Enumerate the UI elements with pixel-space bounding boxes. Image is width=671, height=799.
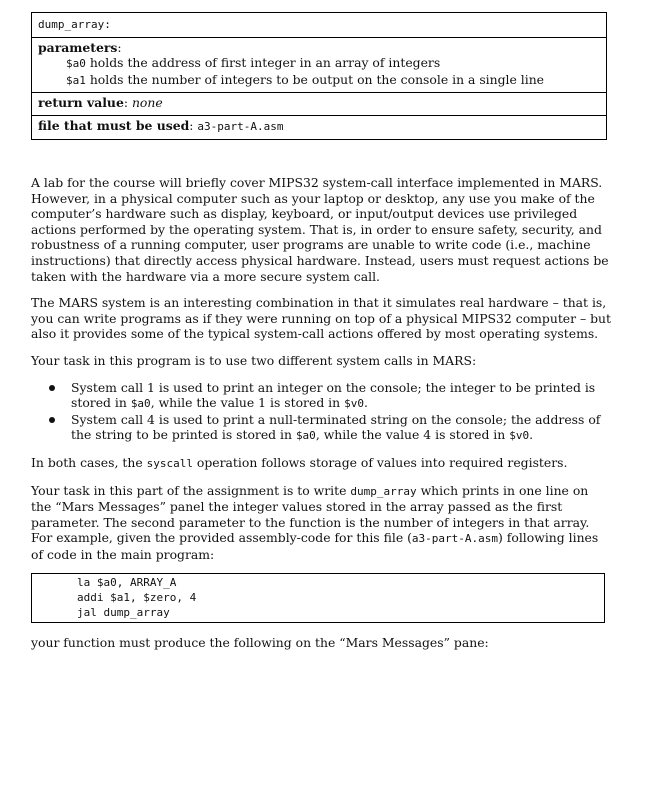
spec-parameters-row: parameters: $a0 holds the address of first integer in an array of integers $a1 holds the number of integers to be output on the console in a single line bbox=[32, 37, 606, 93]
param-description: holds the address of first integer in an array of integers bbox=[85, 55, 441, 71]
param-a1 bbox=[38, 72, 600, 89]
paragraph-both-cases: In both cases, the syscall operation follows storage of values into required registers. bbox=[31, 454, 568, 470]
spec-return-row: return value: none bbox=[32, 92, 606, 115]
param-register: $a1 bbox=[66, 73, 86, 87]
paragraph-mars-system: The MARS system is an interesting combination in that it simulates real hardware – that is, you can write programs as if they were running on top of a physical MIPS32 computer – but also it provides some of the typical system-call actions offered by most operating systems. bbox=[31, 295, 612, 342]
function-spec-box bbox=[31, 12, 607, 140]
param-a0 bbox=[38, 55, 600, 72]
code-line: jal dump_array bbox=[77, 605, 170, 619]
return-label: return value bbox=[38, 95, 124, 111]
list-item: System call 4 is used to print a null-terminated string on the console; the address of the string to be printed is stored in $a0, while the value 4 is stored in $v0. bbox=[71, 412, 611, 444]
param-description: holds the number of integers to be output on the console in a single line bbox=[85, 71, 545, 87]
file-name: a3-part-A.asm bbox=[197, 119, 284, 133]
bullet-icon bbox=[49, 385, 55, 391]
parameters-label: parameters bbox=[38, 39, 118, 55]
paragraph-task: Your task in this program is to use two different system calls in MARS: bbox=[31, 352, 477, 368]
spec-function-row bbox=[32, 13, 606, 37]
paragraph-expected-output: your function must produce the following on the “Mars Messages” pane: bbox=[31, 635, 489, 651]
paragraph-dump-array-task: Your task in this part of the assignment is to write dump_array which prints in one line on the “Mars Messages” panel the integer values stored in the array passed as the first parameter. The second parameter to the function is the number of integers in that array. For example, given the provided assembly-code for this file (a3-part-A.asm) following lines of code in the main program: bbox=[31, 482, 599, 562]
code-line: addi $a1, $zero, 4 bbox=[77, 591, 197, 605]
file-label: file that must be used bbox=[38, 117, 190, 133]
return-value: none bbox=[131, 95, 163, 111]
paragraph-syscall-intro: A lab for the course will briefly cover MIPS32 system-call interface implemented in MARS. However, in a physical computer such as your laptop or desktop, any use you make of the computer’s hardware such as display, keyboard, or input/output devices use privileged actions performed by the operating system. That is, in order to ensure safety, security, and robustness of a running computer, user programs are unable to write code (i.e., machine instructions) that directly access physical hardware. Instead, users must request actions be taken with the hardware via a more secure system call. bbox=[31, 175, 609, 284]
function-name: dump_array: bbox=[38, 18, 111, 31]
spec-file-row: file that must be used: a3-part-A.asm bbox=[32, 115, 606, 139]
bullet-icon bbox=[49, 417, 55, 423]
param-register: $a0 bbox=[66, 57, 86, 71]
code-line: la $a0, ARRAY_A bbox=[77, 576, 177, 590]
code-sample-box bbox=[31, 573, 605, 623]
syscall-list bbox=[31, 380, 611, 444]
document-body bbox=[31, 175, 611, 662]
list-item: System call 1 is used to print an integer on the console; the integer to be printed is stored in $a0, while the value 1 is stored in $v0. bbox=[71, 380, 611, 412]
